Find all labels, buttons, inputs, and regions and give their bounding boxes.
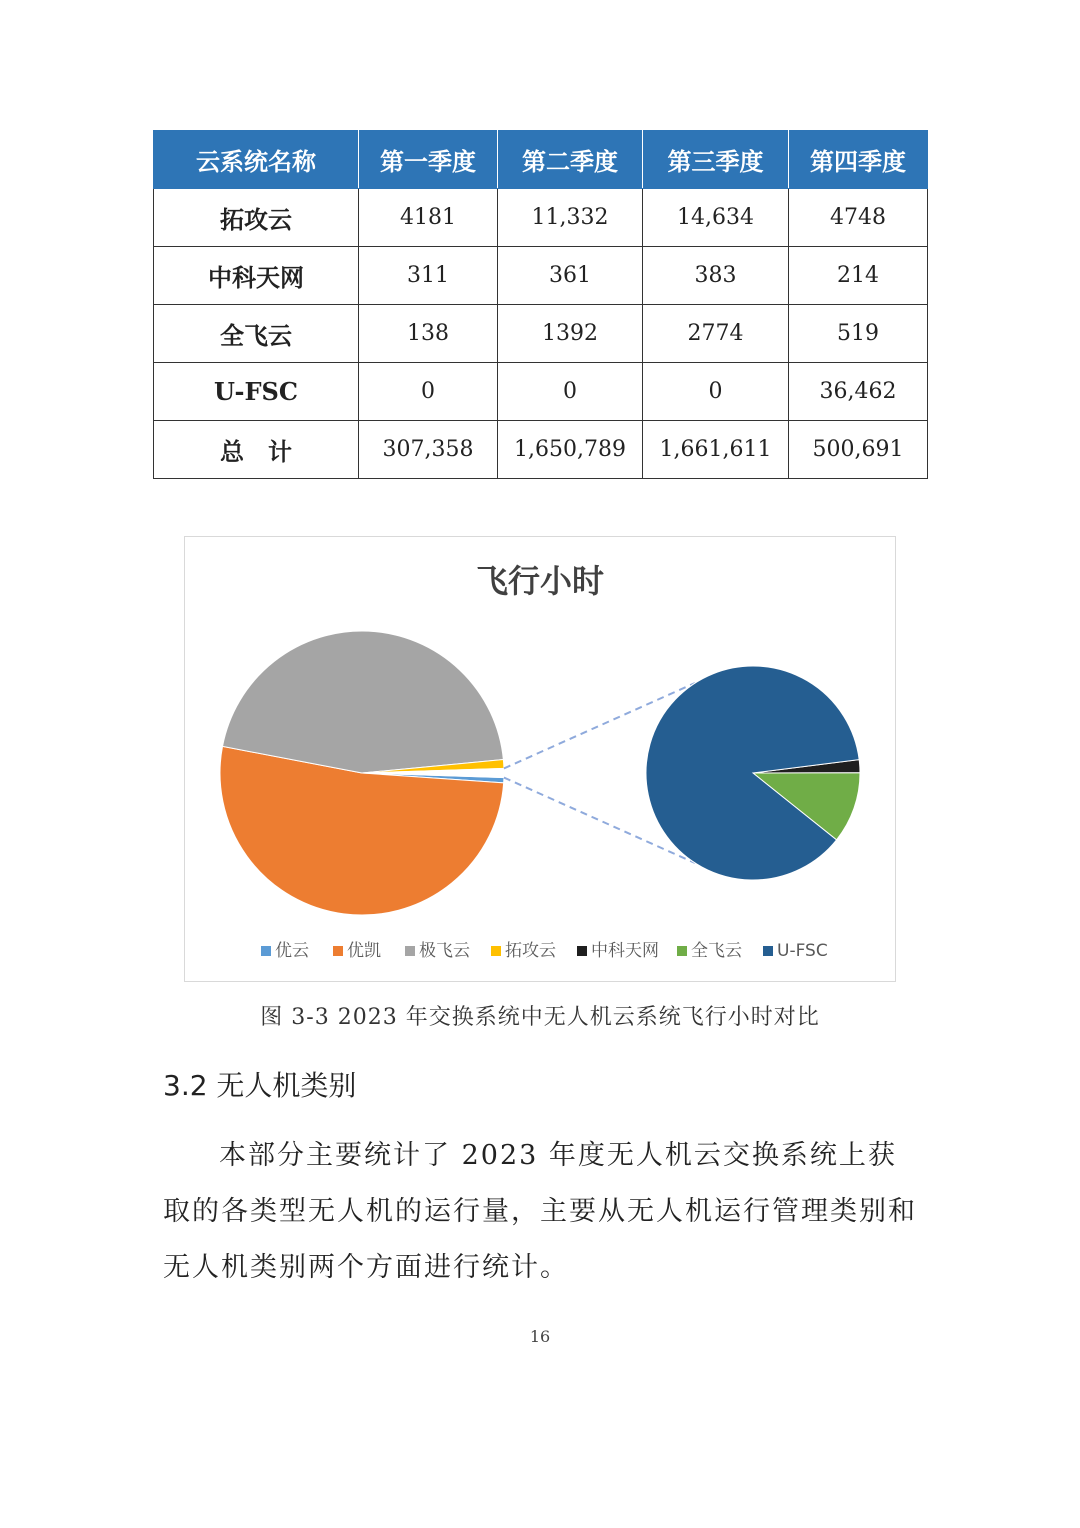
legend-label: 全飞云: [691, 941, 742, 961]
header-q3: 第三季度: [643, 131, 789, 189]
table-cell: 4748: [789, 189, 928, 247]
table-cell: 11,332: [498, 189, 643, 247]
table-cell: 383: [643, 247, 789, 305]
table-cell: 519: [789, 305, 928, 363]
legend-label: 优凯: [347, 941, 381, 961]
row-label-total: 总 计: [154, 421, 359, 479]
section-heading: 3.2 无人机类别: [163, 1069, 357, 1102]
row-label: 全飞云: [154, 305, 359, 363]
table-cell: 0: [498, 363, 643, 421]
legend-swatch: [405, 946, 415, 956]
main-pie: [220, 631, 504, 915]
table-row: [154, 189, 928, 247]
header-q4: 第四季度: [789, 131, 928, 189]
header-q2: 第二季度: [498, 131, 643, 189]
header-cloud-name: 云系统名称: [154, 131, 359, 189]
table-row-total: [154, 421, 928, 479]
legend-swatch: [333, 946, 343, 956]
table-cell: 14,634: [643, 189, 789, 247]
table-row: [154, 363, 928, 421]
table-cell: 311: [359, 247, 498, 305]
legend-swatch: [261, 946, 271, 956]
table-cell: 500,691: [789, 421, 928, 479]
pie-slice-2: [223, 631, 504, 773]
table-cell: 214: [789, 247, 928, 305]
table-cell: 138: [359, 305, 498, 363]
legend-label: 优云: [275, 941, 309, 961]
table-cell: 4181: [359, 189, 498, 247]
legend-label: U-FSC: [777, 941, 828, 961]
table-row: [154, 247, 928, 305]
page-number: 16: [529, 1327, 551, 1346]
header-q1: 第一季度: [359, 131, 498, 189]
legend-swatch: [763, 946, 773, 956]
row-label: 拓攻云: [154, 189, 359, 247]
legend-label: 中科天网: [591, 941, 659, 961]
pie-of-pie-chart: [185, 537, 895, 981]
chart-legend: [261, 940, 828, 961]
body-paragraph: 本部分主要统计了 2023 年度无人机云交换系统上获取的各类型无人机的运行量，主要从无人机运行管理类别和无人机类别两个方面进行统计。: [163, 1140, 917, 1283]
chart-title: 飞行小时: [475, 562, 605, 600]
table-cell: 361: [498, 247, 643, 305]
legend-swatch: [577, 946, 587, 956]
legend-swatch: [491, 946, 501, 956]
legend-label: 拓攻云: [505, 941, 556, 961]
table-row: [154, 305, 928, 363]
table-cell: 307,358: [359, 421, 498, 479]
table-cell: 0: [359, 363, 498, 421]
legend-swatch: [677, 946, 687, 956]
table-cell: 2774: [643, 305, 789, 363]
row-label: 中科天网: [154, 247, 359, 305]
table-cell: 1392: [498, 305, 643, 363]
flight-hours-table: [153, 130, 928, 479]
table-cell: 36,462: [789, 363, 928, 421]
table-cell: 1,661,611: [643, 421, 789, 479]
table-cell: 0: [643, 363, 789, 421]
legend-label: 极飞云: [419, 941, 470, 961]
table-header-row: [154, 131, 928, 189]
table-cell: 1,650,789: [498, 421, 643, 479]
figure-caption: 图 3-3 2023 年交换系统中无人机云系统飞行小时对比: [260, 1005, 820, 1030]
secondary-pie: [646, 666, 860, 880]
row-label: U-FSC: [154, 363, 359, 421]
flight-hours-chart: [184, 536, 896, 982]
